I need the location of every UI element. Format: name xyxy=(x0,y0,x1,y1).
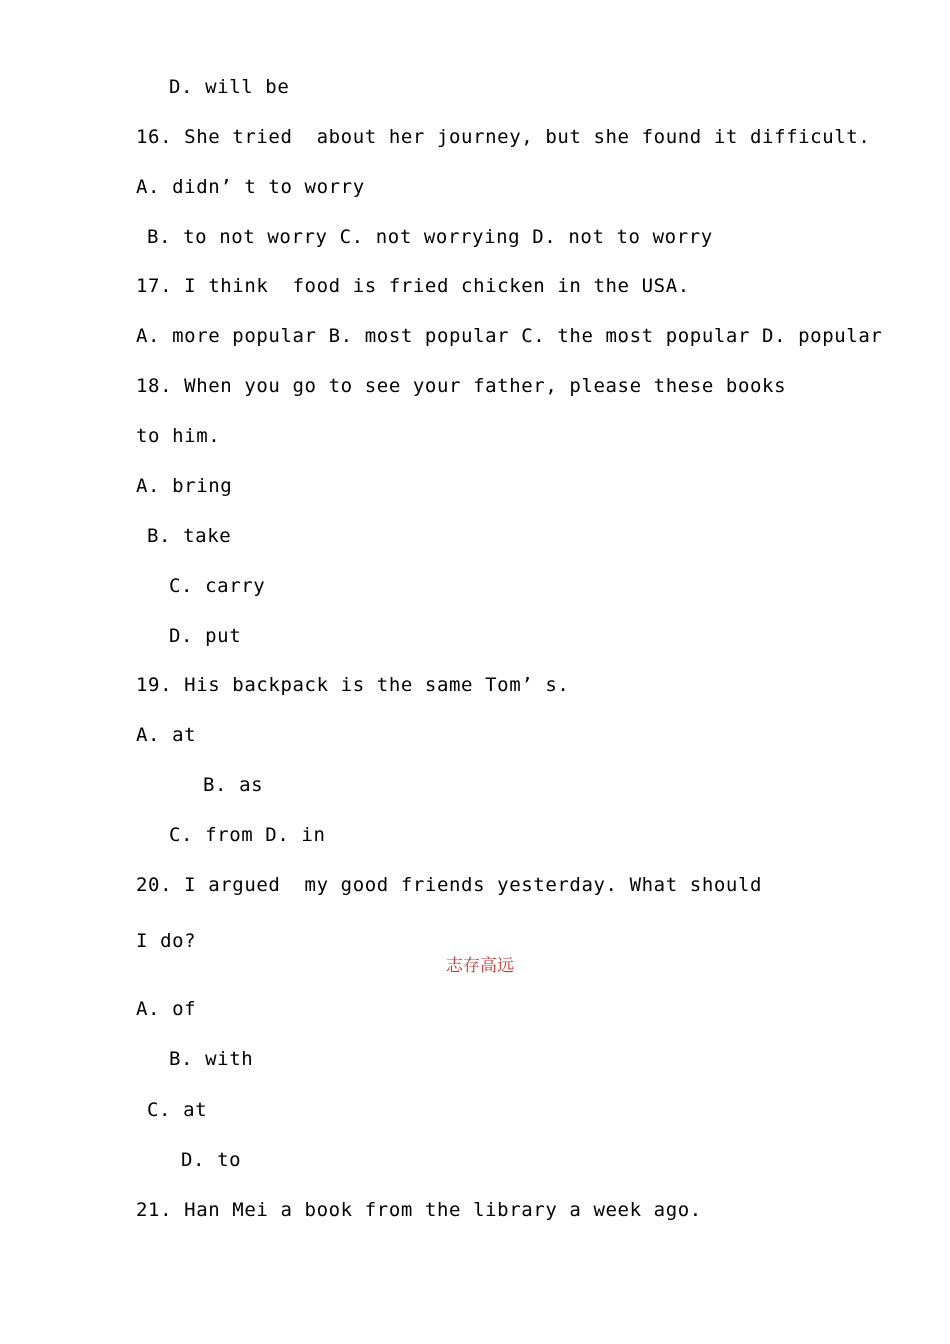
q16-question: 16. She tried about her journey, but she found it difficult. xyxy=(136,126,871,148)
q20-option-c: C. at xyxy=(147,1099,208,1121)
q16-options-bcd: B. to not worry C. not worrying D. not to worry xyxy=(147,226,713,248)
q19-option-b: B. as xyxy=(203,774,264,796)
q18-question-cont: to him. xyxy=(136,425,221,447)
q20-option-a: A. of xyxy=(136,998,197,1020)
q19-option-a: A. at xyxy=(136,724,197,746)
q17-question: 17. I think food is fried chicken in the USA. xyxy=(136,275,690,297)
q18-option-c: C. carry xyxy=(169,575,266,597)
q18-option-b: B. take xyxy=(147,525,232,547)
q20-question: 20. I argued my good friends yesterday. What should xyxy=(136,874,763,896)
q16-option-a: A. didn’ t to worry xyxy=(136,176,365,198)
q19-options-cd: C. from D. in xyxy=(169,824,326,846)
q18-option-a: A. bring xyxy=(136,475,233,497)
q18-option-d: D. put xyxy=(169,625,242,647)
q19-question: 19. His backpack is the same Tom’ s. xyxy=(136,674,570,696)
q21-question: 21. Han Mei a book from the library a week ago. xyxy=(136,1199,702,1221)
q17-options: A. more popular B. most popular C. the most popular D. popular xyxy=(136,325,883,347)
q20-option-d: D. to xyxy=(181,1149,242,1171)
watermark-text: 志存高远 xyxy=(446,956,514,976)
q18-question: 18. When you go to see your father, please these books xyxy=(136,375,787,397)
q20-option-b: B. with xyxy=(169,1048,254,1070)
q15-option-d: D. will be xyxy=(169,76,290,98)
q20-question-cont: I do? xyxy=(136,930,197,952)
